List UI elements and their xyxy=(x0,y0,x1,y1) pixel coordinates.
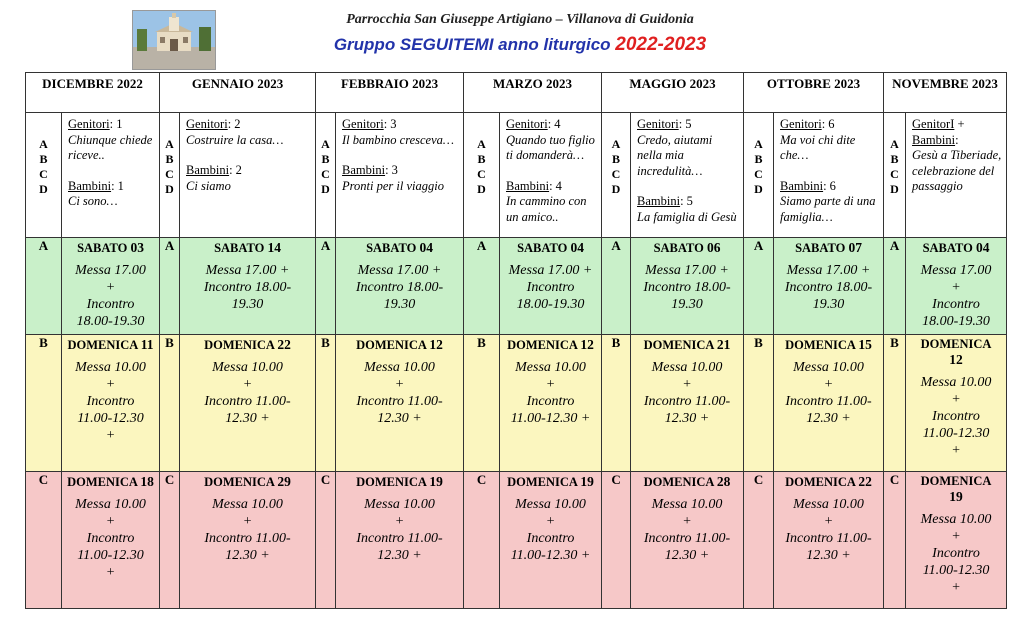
abcd-letters xyxy=(464,113,500,238)
abcd-letter: D xyxy=(321,182,330,196)
event xyxy=(500,472,601,564)
genitori-label: Genitori xyxy=(506,117,548,131)
bambini-title: Pronti per il viaggio xyxy=(342,178,444,193)
event-details: Messa 10.00 + Incontro 11.00- 12.30 + xyxy=(204,497,291,563)
event-weekday: DOMENICA xyxy=(507,475,581,489)
abcd-list xyxy=(160,113,179,197)
topic-gap xyxy=(506,164,597,179)
bambini-number: : 1 xyxy=(111,178,124,193)
genitori-number: : 2 xyxy=(227,117,241,131)
group-letter-b: B xyxy=(744,335,774,472)
event-weekday: SABATO xyxy=(517,241,571,255)
bambini-title: In cammino con un amico.. xyxy=(506,194,587,224)
event-date xyxy=(500,337,601,353)
event-details: Messa 10.00 + Incontro 11.00- 12.30 + xyxy=(643,360,731,426)
group-letter-a: A xyxy=(464,238,500,335)
event-weekday: DOMENICA xyxy=(204,338,278,352)
schedule-table xyxy=(25,72,1007,609)
event-cell xyxy=(774,238,884,335)
group-a-row xyxy=(26,238,1007,335)
bambini-number: : xyxy=(955,132,959,147)
topic-block xyxy=(336,113,463,194)
bambini-title: Ci siamo xyxy=(186,178,231,193)
topics-row xyxy=(26,113,1007,238)
event-cell xyxy=(336,238,464,335)
topic-gap xyxy=(68,164,155,179)
event-cell xyxy=(180,335,316,472)
event-cell xyxy=(631,238,744,335)
group-letter-b: B xyxy=(160,335,180,472)
topic-block xyxy=(774,113,883,225)
group-letter-c: C xyxy=(744,472,774,609)
event-cell xyxy=(906,472,1007,609)
bambini-label: Bambini xyxy=(342,163,386,177)
group-letter-c: C xyxy=(464,472,500,609)
event-details: Messa 10.00 + Incontro 11.00-12.30 + xyxy=(920,512,992,595)
genitori-number: : 1 xyxy=(109,117,123,131)
abcd-letter: C xyxy=(754,167,763,181)
group-letter-b: B xyxy=(316,335,336,472)
abcd-letter: A xyxy=(321,137,330,151)
genitori-label: GenitorI xyxy=(912,117,955,131)
event-date xyxy=(774,240,883,256)
event-date xyxy=(906,474,1006,505)
month-header: DICEMBRE 2022 xyxy=(26,73,160,113)
genitori-number: : 5 xyxy=(678,117,692,131)
event-cell xyxy=(631,472,744,609)
event-date xyxy=(631,474,743,490)
event-details: Messa 10.00 + Incontro 11.00-12.30 + xyxy=(75,360,146,443)
bambini-label: Bambini xyxy=(506,178,550,193)
month-topics xyxy=(336,113,464,238)
month-topics xyxy=(500,113,602,238)
group-letter-c: C xyxy=(26,472,62,609)
abcd-list xyxy=(744,113,773,197)
group-c-row xyxy=(26,472,1007,609)
abcd-letter: B xyxy=(612,152,621,166)
bambini-label: Bambini xyxy=(186,163,230,177)
event xyxy=(774,335,883,427)
abcd-letter: D xyxy=(165,182,174,196)
event xyxy=(774,472,883,564)
event-date xyxy=(180,337,315,353)
event-date xyxy=(180,474,315,490)
event-details: Messa 10.00 + Incontro 11.00-12.30 + xyxy=(75,497,146,580)
group-letter-a: A xyxy=(316,238,336,335)
abcd-letter: B xyxy=(754,152,763,166)
month-header: OTTOBRE 2023 xyxy=(744,73,884,113)
topic-gap xyxy=(637,179,739,194)
genitori-title: Costruire la casa… xyxy=(186,132,284,147)
event-weekday: SABATO xyxy=(366,241,420,255)
abcd-letter: A xyxy=(39,137,48,151)
event-weekday: SABATO xyxy=(795,241,849,255)
abcd-letter: A xyxy=(165,137,174,151)
topic-block xyxy=(500,113,601,225)
event-weekday: DOMENICA xyxy=(920,474,992,488)
genitori-number: : 4 xyxy=(547,117,561,131)
event-day-number: 11 xyxy=(140,337,154,352)
month-topics xyxy=(62,113,160,238)
topic-block xyxy=(62,113,159,210)
event-details: Messa 17.00 + Incontro 18.00-19.30 xyxy=(75,263,146,329)
abcd-list xyxy=(464,113,499,197)
event-day-number: 12 xyxy=(949,352,963,367)
abcd-letter: D xyxy=(611,182,621,196)
event-day-number: 19 xyxy=(949,489,963,504)
event-weekday: DOMENICA xyxy=(67,338,141,352)
event xyxy=(62,238,159,330)
event-cell xyxy=(180,472,316,609)
abcd-letter: B xyxy=(165,152,174,166)
event-date xyxy=(62,240,159,256)
group-letter-b: B xyxy=(602,335,631,472)
bambini-number: : 4 xyxy=(549,178,562,193)
event-cell xyxy=(500,238,602,335)
bambini-title: Gesù a Tiberiade, celebrazione del passaggio xyxy=(912,148,1002,193)
event-details: Messa 10.00 + Incontro 11.00-12.30 + xyxy=(510,497,591,563)
genitori-number: : 3 xyxy=(383,117,397,131)
event-date xyxy=(906,337,1006,368)
group-letter-c: C xyxy=(160,472,180,609)
month-header: NOVEMBRE 2023 xyxy=(884,73,1007,113)
topic-block xyxy=(631,113,743,225)
event-weekday: DOMENICA xyxy=(920,337,992,351)
bambini-title: Ci sono… xyxy=(68,194,118,208)
abcd-letter: B xyxy=(890,152,899,166)
group-letter-c: C xyxy=(602,472,631,609)
event-cell xyxy=(336,335,464,472)
event-cell xyxy=(906,335,1007,472)
event-cell xyxy=(500,335,602,472)
abcd-letter: D xyxy=(477,182,486,196)
event-date xyxy=(631,240,743,256)
abcd-letter: C xyxy=(39,167,48,181)
bambini-title: La famiglia di Gesù xyxy=(637,209,737,224)
group-letter-a: A xyxy=(884,238,906,335)
month-header-row xyxy=(26,73,1007,113)
abcd-letter: B xyxy=(321,152,330,166)
event-date xyxy=(62,474,159,490)
bambini-label: Bambini xyxy=(780,178,824,193)
month-topics xyxy=(180,113,316,238)
event xyxy=(631,472,743,564)
event-date xyxy=(906,240,1006,256)
event-date xyxy=(336,240,463,256)
event xyxy=(180,472,315,564)
abcd-letter: C xyxy=(611,167,621,181)
event xyxy=(500,335,601,427)
bambini-number: : 2 xyxy=(229,163,242,177)
event xyxy=(906,472,1006,596)
event xyxy=(774,238,883,313)
event xyxy=(180,335,315,427)
group-letter-c: C xyxy=(884,472,906,609)
month-topics xyxy=(774,113,884,238)
abcd-letter: A xyxy=(611,137,621,151)
abcd-letter: D xyxy=(890,182,899,196)
event-day-number: 22 xyxy=(277,337,291,352)
group-letter-a: A xyxy=(160,238,180,335)
genitori-number: + xyxy=(954,117,965,131)
event-date xyxy=(62,337,159,353)
event-day-number: 18 xyxy=(140,474,154,489)
event-day-number: 12 xyxy=(580,337,594,352)
event-cell xyxy=(62,238,160,335)
event-weekday: DOMENICA xyxy=(643,338,717,352)
abcd-letter: D xyxy=(754,182,763,196)
genitori-title: Ma voi chi dite che… xyxy=(780,132,856,162)
genitori-title: Credo, aiutami nella mia incredulità… xyxy=(637,132,713,178)
genitori-title: Chiunque chiede riceve.. xyxy=(68,132,153,162)
event-day-number: 15 xyxy=(858,337,872,352)
event-weekday: SABATO xyxy=(922,241,976,255)
event-weekday: DOMENICA xyxy=(643,475,717,489)
group-title xyxy=(260,34,780,56)
group-letter-a: A xyxy=(744,238,774,335)
abcd-letter: C xyxy=(321,167,330,181)
abcd-letters xyxy=(744,113,774,238)
event-weekday: DOMENICA xyxy=(785,338,859,352)
event-details: Messa 17.00 + Incontro 18.00- 19.30 xyxy=(784,263,873,312)
event-date xyxy=(336,474,463,490)
month-header: FEBBRAIO 2023 xyxy=(316,73,464,113)
event xyxy=(180,238,315,313)
event xyxy=(906,335,1006,459)
topic-gap xyxy=(342,148,459,163)
event-day-number: 21 xyxy=(716,337,731,352)
event-weekday: DOMENICA xyxy=(785,475,859,489)
month-header: MAGGIO 2023 xyxy=(602,73,744,113)
event-day-number: 19 xyxy=(580,474,594,489)
bambini-label: Bambini xyxy=(68,178,112,193)
event-details: Messa 10.00 + Incontro 11.00- 12.30 + xyxy=(356,360,443,426)
event-cell xyxy=(906,238,1007,335)
abcd-letter: C xyxy=(165,167,174,181)
event-day-number: 06 xyxy=(706,240,721,255)
event-day-number: 04 xyxy=(570,240,584,255)
church-photo xyxy=(132,10,216,70)
abcd-list xyxy=(884,113,905,197)
event-weekday: SABATO xyxy=(214,241,268,255)
event-weekday: DOMENICA xyxy=(507,338,581,352)
event-cell xyxy=(62,335,160,472)
genitori-label: Genitori xyxy=(780,117,822,131)
bambini-number: : 5 xyxy=(680,194,693,208)
topic-block xyxy=(906,113,1006,195)
group-letter-c: C xyxy=(316,472,336,609)
event-day-number: 07 xyxy=(848,240,862,255)
genitori-title: Quando tuo figlio ti domanderà… xyxy=(506,132,595,162)
event-date xyxy=(500,240,601,256)
group-letter-b: B xyxy=(464,335,500,472)
event-details: Messa 10.00 + Incontro 11.00- 12.30 + xyxy=(204,360,291,426)
liturgical-year: 2022-2023 xyxy=(615,34,707,55)
event-date xyxy=(631,337,743,353)
bambini-number: : 6 xyxy=(823,178,836,193)
genitori-label: Genitori xyxy=(637,117,679,131)
event-details: Messa 17.00 + Incontro 18.00- 19.30 xyxy=(203,263,292,312)
event-date xyxy=(336,337,463,353)
genitori-label: Genitori xyxy=(342,117,384,131)
event-date xyxy=(500,474,601,490)
event-weekday: SABATO xyxy=(653,241,707,255)
event-day-number: 04 xyxy=(975,240,990,255)
parish-title: Parrocchia San Giuseppe Artigiano – Villanova di Guidonia xyxy=(346,12,694,27)
abcd-letters xyxy=(602,113,631,238)
event-details: Messa 10.00 + Incontro 11.00- 12.30 + xyxy=(785,360,872,426)
abcd-letters xyxy=(26,113,62,238)
event-day-number: 29 xyxy=(277,474,291,489)
event-day-number: 22 xyxy=(858,474,872,489)
event-details: Messa 10.00 + Incontro 11.00- 12.30 + xyxy=(785,497,872,563)
abcd-letter: A xyxy=(890,137,899,151)
topic-gap xyxy=(186,148,311,163)
event-details: Messa 10.00 + Incontro 11.00- 12.30 + xyxy=(356,497,443,563)
abcd-letter: B xyxy=(477,152,486,166)
event-cell xyxy=(774,335,884,472)
abcd-letter: C xyxy=(477,167,486,181)
event-details: Messa 17.00 + Incontro 18.00- 19.30 xyxy=(355,263,444,312)
event xyxy=(336,335,463,427)
event xyxy=(906,238,1006,330)
event-day-number: 19 xyxy=(429,474,443,489)
group-b-row xyxy=(26,335,1007,472)
event-cell xyxy=(500,472,602,609)
group-letter-b: B xyxy=(26,335,62,472)
group-letter-b: B xyxy=(884,335,906,472)
month-header: GENNAIO 2023 xyxy=(160,73,316,113)
genitori-label: Genitori xyxy=(186,117,228,131)
event-weekday: DOMENICA xyxy=(356,475,430,489)
event-cell xyxy=(336,472,464,609)
event-day-number: 28 xyxy=(716,474,731,489)
abcd-letter: C xyxy=(890,167,899,181)
bambini-number: : 3 xyxy=(385,163,398,177)
abcd-letter: A xyxy=(754,137,763,151)
event-details: Messa 17.00 + Incontro 18.00- 19.30 xyxy=(643,263,731,312)
topic-gap xyxy=(780,164,879,179)
event-details: Messa 10.00 + Incontro 11.00- 12.30 + xyxy=(643,497,731,563)
abcd-letter: A xyxy=(477,137,486,151)
abcd-letter: D xyxy=(39,182,48,196)
event-cell xyxy=(774,472,884,609)
event-weekday: DOMENICA xyxy=(356,338,430,352)
event-day-number: 14 xyxy=(267,240,281,255)
topic-block xyxy=(180,113,315,194)
abcd-letters xyxy=(160,113,180,238)
event-weekday: DOMENICA xyxy=(67,475,141,489)
event xyxy=(631,335,743,427)
event-cell xyxy=(180,238,316,335)
group-letter-a: A xyxy=(26,238,62,335)
event-weekday: SABATO xyxy=(77,241,131,255)
event-date xyxy=(180,240,315,256)
event xyxy=(62,335,159,444)
event-cell xyxy=(631,335,744,472)
event xyxy=(336,472,463,564)
event-details: Messa 10.00 + Incontro 11.00-12.30 + xyxy=(920,375,992,458)
month-topics xyxy=(631,113,744,238)
event xyxy=(500,238,601,313)
bambini-label: Bambini xyxy=(912,132,956,147)
group-title-text: Gruppo SEGUITEMI anno liturgico xyxy=(333,35,616,54)
event-details: Messa 17.00 + Incontro 18.00-19.30 xyxy=(920,263,992,329)
event-day-number: 04 xyxy=(419,240,433,255)
event xyxy=(336,238,463,313)
bambini-title: Siamo parte di una famiglia… xyxy=(780,194,876,224)
abcd-list xyxy=(316,113,335,197)
event-date xyxy=(774,337,883,353)
event-day-number: 03 xyxy=(130,240,144,255)
event-date xyxy=(774,474,883,490)
abcd-list xyxy=(26,113,61,197)
event-weekday: DOMENICA xyxy=(204,475,278,489)
group-letter-a: A xyxy=(602,238,631,335)
event xyxy=(62,472,159,581)
abcd-letter: B xyxy=(39,152,48,166)
event-cell xyxy=(62,472,160,609)
genitori-label: Genitori xyxy=(68,117,110,131)
event-details: Messa 10.00 + Incontro 11.00-12.30 + xyxy=(510,360,591,426)
bambini-label: Bambini xyxy=(637,194,681,208)
event-details: Messa 17.00 + Incontro 18.00-19.30 xyxy=(508,263,593,312)
month-topics xyxy=(906,113,1007,238)
abcd-list xyxy=(602,113,630,197)
genitori-number: : 6 xyxy=(821,117,835,131)
genitori-title: Il bambino cresceva… xyxy=(342,132,455,147)
event-day-number: 12 xyxy=(429,337,443,352)
abcd-letters xyxy=(316,113,336,238)
abcd-letters xyxy=(884,113,906,238)
event xyxy=(631,238,743,313)
month-header: MARZO 2023 xyxy=(464,73,602,113)
